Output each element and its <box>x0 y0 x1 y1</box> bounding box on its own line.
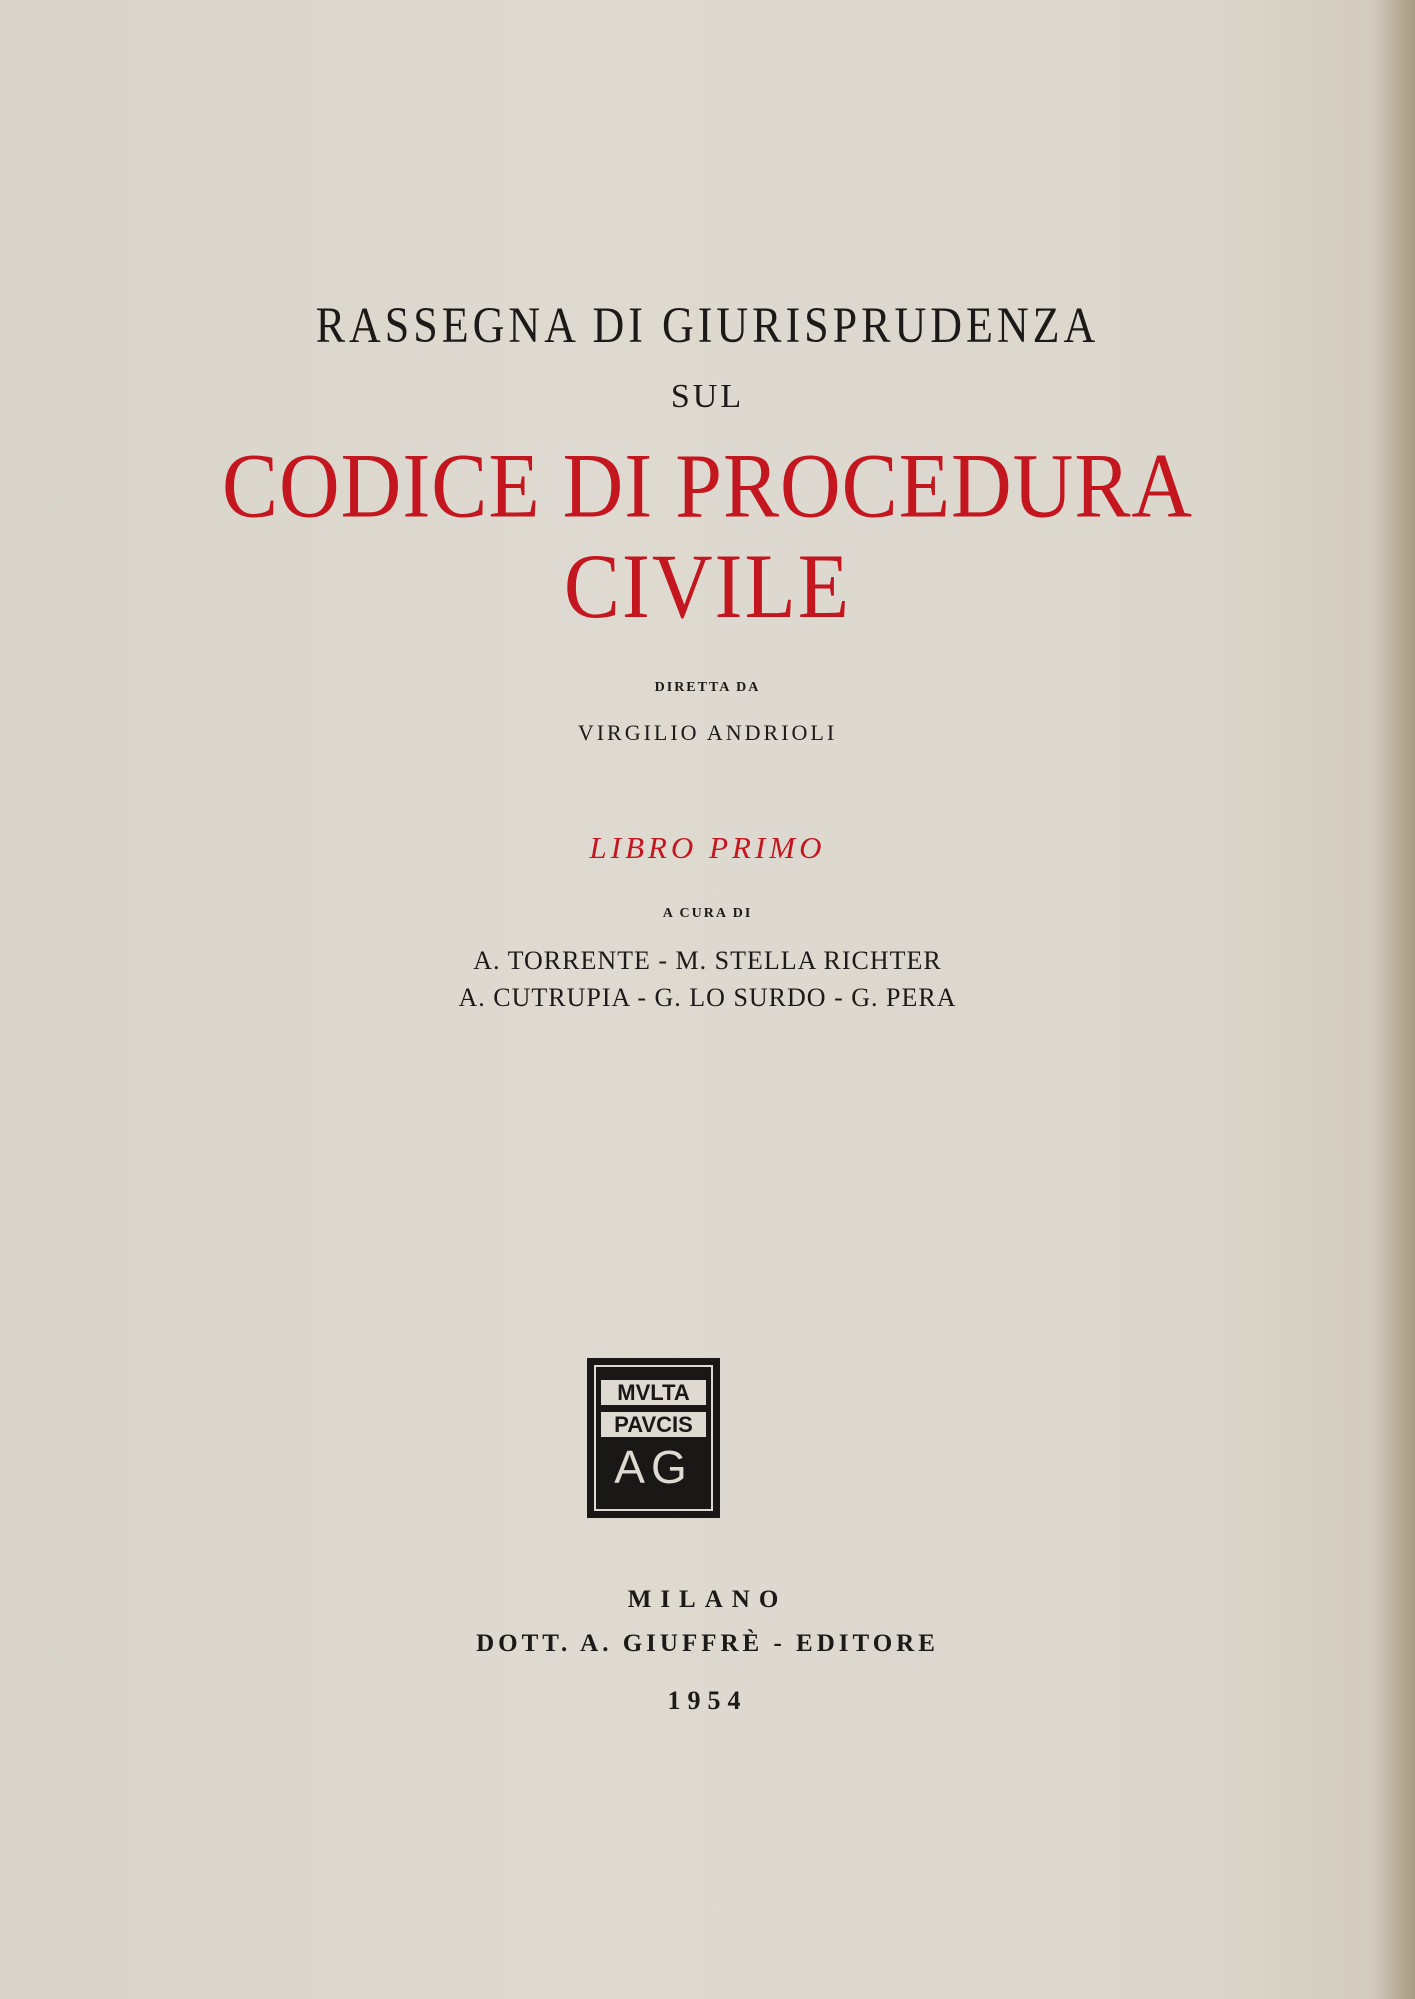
publisher-name: DOTT. A. GIUFFRÈ - EDITORE <box>476 1630 939 1657</box>
volume-title: LIBRO PRIMO <box>589 830 826 865</box>
logo-text-line1: MVLTA <box>601 1380 706 1405</box>
series-title: RASSEGNA DI GIURISPRUDENZA <box>315 297 1100 354</box>
edited-by-label: A CURA DI <box>662 906 753 921</box>
publication-year: 1954 <box>667 1686 748 1715</box>
logo-text-line2: PAVCIS <box>601 1412 706 1437</box>
main-title-line1: CODICE DI PROCEDURA <box>221 435 1194 538</box>
publisher-logo <box>587 1358 720 1518</box>
main-title-line2: CIVILE <box>563 535 852 638</box>
director-name: VIRGILIO ANDRIOLI <box>577 720 838 745</box>
editors-line2: A. CUTRUPIA - G. LO SURDO - G. PERA <box>458 983 957 1012</box>
connector-text: SUL <box>670 378 745 415</box>
logo-monogram: AG <box>614 1441 693 1493</box>
publisher-city: MILANO <box>627 1586 788 1613</box>
directed-by-label: DIRETTA DA <box>654 680 761 695</box>
editors-line1: A. TORRENTE - M. STELLA RICHTER <box>473 946 942 975</box>
